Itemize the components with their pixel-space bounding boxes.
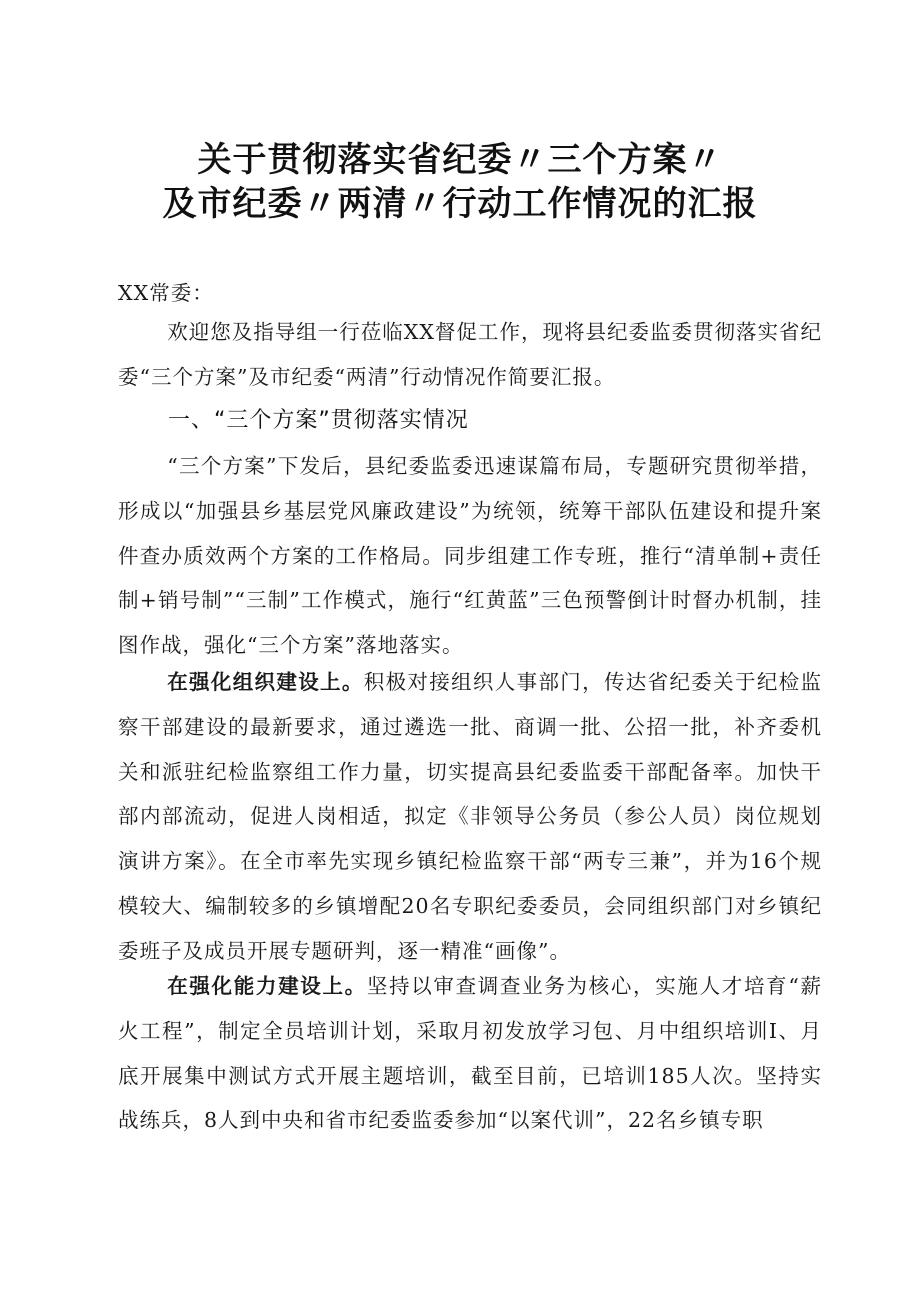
section-1-paragraph-1: “三个方案”下发后，县纪委监委迅速谋篇布局，专题研究贯彻举措，形成以“加强县乡基层党风廉政建设”为统领，统筹干部队伍建设和提升案件查办质效两个方案的工作格局。同步组建工作专班，推行“清单制+责任制+销号制”“三制”工作模式，施行“红黄蓝”三色预警倒计时督办机制，挂图作战，强化“三个方案”落地落实。 — [118, 454, 822, 658]
section-1-paragraph-3 — [118, 964, 822, 1143]
salutation: XX常委： — [118, 281, 214, 305]
paragraph-3-body: 坚持以审查调查业务为核心，实施人才培育“薪火工程”，制定全员培训计划，采取月初发放学习包、月中组织培训I、月底开展集中测试方式开展主题培训，截至目前，已培训185人次。坚持实战练兵，8人到中央和省市纪委监委参加“以案代训”，22名乡镇专职 — [118, 974, 822, 1133]
document-title-line-1: 关于贯彻落实省纪委〃三个方案〃 — [197, 140, 723, 180]
paragraph-2-lead: 在强化组织建设上。 — [167, 670, 364, 694]
paragraph-3-lead: 在强化能力建设上。 — [167, 974, 367, 998]
section-1-paragraph-2 — [118, 660, 822, 974]
section-1-heading: 一、“三个方案”贯彻落实情况 — [168, 408, 469, 433]
paragraph-2-body: 积极对接组织人事部门，传达省纪委关于纪检监察干部建设的最新要求，通过遴选一批、商调一批、公招一批，补齐委机关和派驻纪检监察组工作力量，切实提高县纪委监委干部配备率。加快干部内部流动，促进人岗相适，拟定《非领导公务员（参公人员）岗位规划演讲方案》。在全市率先实现乡镇纪检监察干部“两专三兼”，并为16个规模较大、编制较多的乡镇增配20名专职纪委委员，会同组织部门对乡镇纪委班子及成员开展专题研判，逐一精准“画像”。 — [118, 670, 823, 963]
document-title-line-2: 及市纪委〃两清〃行动工作情况的汇报 — [162, 184, 758, 224]
intro-paragraph: 欢迎您及指导组一行莅临XX督促工作，现将县纪委监委贯彻落实省纪委“三个方案”及市纪委“两清”行动情况作简要汇报。 — [118, 320, 822, 389]
